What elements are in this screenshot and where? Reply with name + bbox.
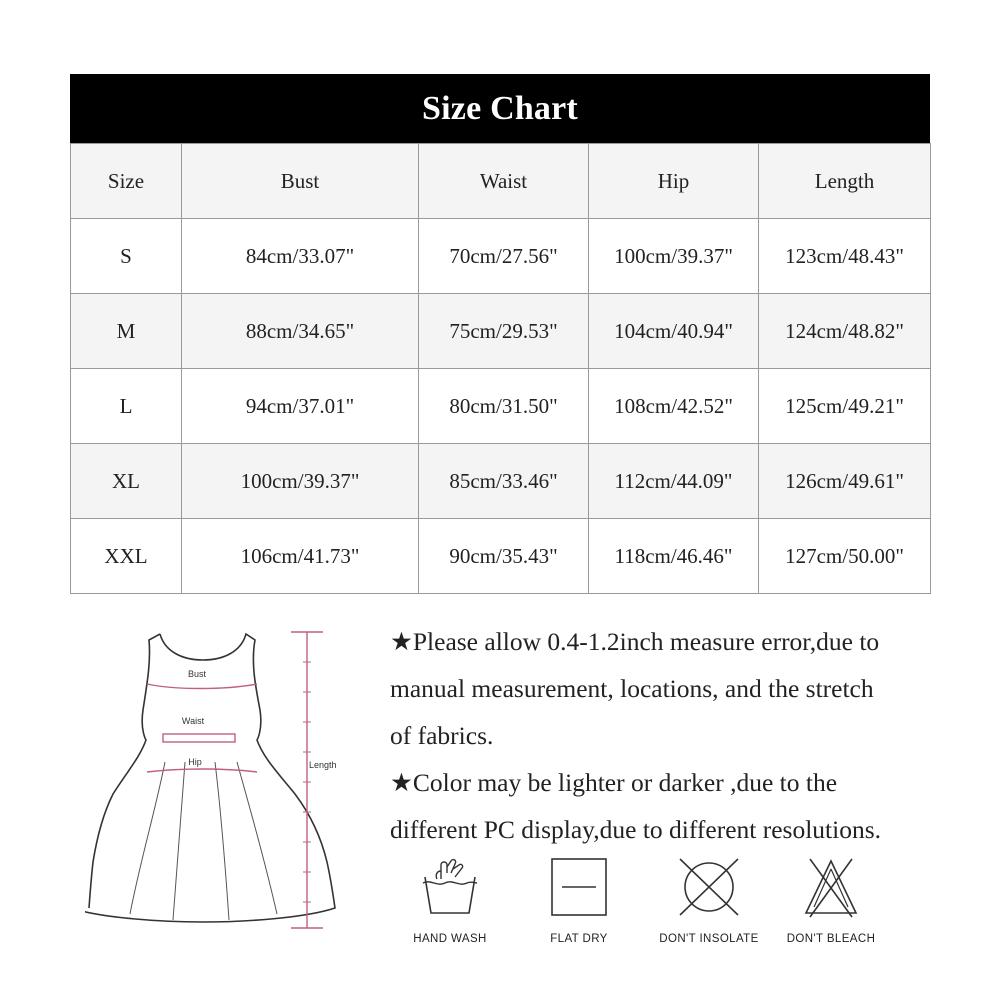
- dress-fold: [237, 762, 277, 914]
- size-cell: XL: [71, 444, 182, 519]
- length-cell: 124cm/48.82": [759, 294, 931, 369]
- size-cell: L: [71, 369, 182, 444]
- note-line: different PC display,due to different resolutions.: [390, 815, 882, 844]
- waist-cell: 90cm/35.43": [419, 519, 589, 594]
- waist-line: [163, 734, 235, 742]
- dress-outline-left: [89, 634, 160, 908]
- column-header: Hip: [589, 144, 759, 219]
- length-label: Length: [309, 760, 337, 770]
- bust-cell: 94cm/37.01": [182, 369, 419, 444]
- length-cell: 126cm/49.61": [759, 444, 931, 519]
- length-cell: 123cm/48.43": [759, 219, 931, 294]
- hip-cell: 118cm/46.46": [589, 519, 759, 594]
- bust-cell: 88cm/34.65": [182, 294, 419, 369]
- waist-cell: 80cm/31.50": [419, 369, 589, 444]
- bust-cell: 100cm/39.37": [182, 444, 419, 519]
- size-cell: S: [71, 219, 182, 294]
- care-label: HAND WASH: [413, 933, 487, 945]
- measurement-notes: [390, 618, 990, 853]
- note-line: of fabrics.: [390, 721, 494, 750]
- hand-wash-icon: [415, 855, 485, 919]
- bust-label: Bust: [187, 669, 207, 679]
- dress-fold: [173, 762, 185, 920]
- dress-measurement-diagram: [85, 622, 365, 942]
- column-header: Waist: [419, 144, 589, 219]
- size-chart: [70, 74, 930, 594]
- size-cell: M: [71, 294, 182, 369]
- hip-cell: 112cm/44.09": [589, 444, 759, 519]
- care-flat-dry: [514, 855, 644, 945]
- table-row: [71, 519, 931, 594]
- table-row: [71, 294, 931, 369]
- care-dont-insolate: [644, 855, 774, 945]
- column-header: Bust: [182, 144, 419, 219]
- size-chart-title: Size Chart: [70, 74, 930, 143]
- note-line: ★Color may be lighter or darker ,due to the: [390, 768, 838, 797]
- column-header: Length: [759, 144, 931, 219]
- size-cell: XXL: [71, 519, 182, 594]
- hip-cell: 108cm/42.52": [589, 369, 759, 444]
- hip-cell: 104cm/40.94": [589, 294, 759, 369]
- care-label: FLAT DRY: [550, 933, 608, 945]
- note-line: manual measurement, locations, and the stretch: [390, 674, 874, 703]
- care-label: DON'T INSOLATE: [659, 933, 759, 945]
- dress-outline: [85, 634, 335, 922]
- waist-cell: 75cm/29.53": [419, 294, 589, 369]
- bust-cell: 84cm/33.07": [182, 219, 419, 294]
- care-hand-wash: [385, 855, 515, 945]
- dress-fold: [215, 762, 229, 920]
- care-dont-bleach: [766, 855, 896, 945]
- dress-fold: [130, 762, 165, 914]
- bust-cell: 106cm/41.73": [182, 519, 419, 594]
- dont-tumble-dry-icon: [674, 855, 744, 919]
- waist-cell: 85cm/33.46": [419, 444, 589, 519]
- hip-cell: 100cm/39.37": [589, 219, 759, 294]
- table-row: [71, 219, 931, 294]
- table-row: [71, 369, 931, 444]
- hip-label: Hip: [188, 757, 202, 767]
- length-cell: 125cm/49.21": [759, 369, 931, 444]
- table-row: [71, 444, 931, 519]
- care-label: DON'T BLEACH: [786, 933, 876, 945]
- size-table: [70, 143, 931, 594]
- length-cell: 127cm/50.00": [759, 519, 931, 594]
- table-header-row: [71, 144, 931, 219]
- bust-line: [147, 684, 257, 689]
- waist-cell: 70cm/27.56": [419, 219, 589, 294]
- waist-label: Waist: [181, 716, 205, 726]
- flat-dry-icon: [544, 855, 614, 919]
- note-line: ★Please allow 0.4-1.2inch measure error,due to: [390, 627, 880, 656]
- column-header: Size: [71, 144, 182, 219]
- dont-bleach-icon: [796, 855, 866, 919]
